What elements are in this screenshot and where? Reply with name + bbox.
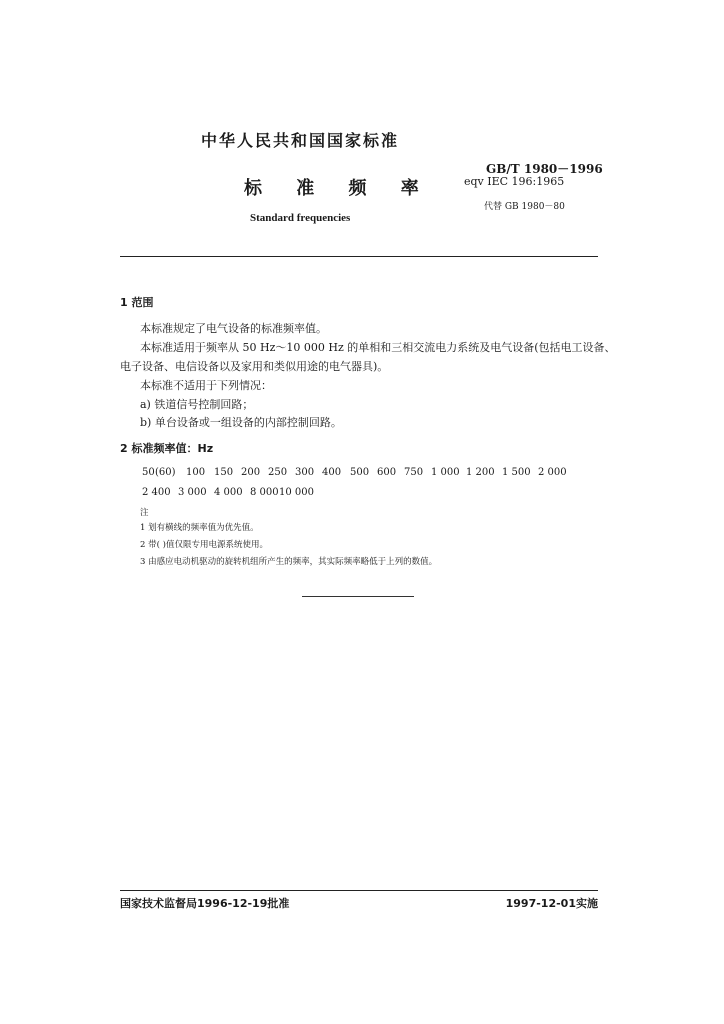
- english-title: Standard frequencies: [250, 212, 351, 224]
- frequency-value: 2 400: [142, 487, 171, 498]
- replaced-standard: 代替 GB 1980－80: [484, 202, 565, 212]
- frequency-value: 10 000: [279, 487, 314, 498]
- frequency-value: 2 000: [538, 467, 567, 478]
- frequency-value: 300: [295, 467, 315, 478]
- issuing-authority: 中华人民共和国国家标准: [201, 131, 400, 150]
- section-1-para-2: 本标准适用于频率从 50 Hz～10 000 Hz 的单相和三相交流电力系统及电气设备(包括电工设备、: [140, 341, 616, 354]
- implementation-date: 1997-12-01实施: [505, 897, 598, 910]
- frequency-value: 500: [350, 467, 370, 478]
- note-item: 1 划有横线的频率值为优先值。: [140, 523, 259, 533]
- list-item-b: b) 单台设备或一组设备的内部控制回路。: [140, 416, 342, 429]
- list-item-a: a) 铁道信号控制回路；: [140, 398, 254, 411]
- frequency-value: 1 000: [431, 467, 460, 478]
- equivalent-standard: eqv IEC 196:1965: [464, 175, 565, 188]
- footer-divider: [120, 890, 598, 891]
- page-title: 标 准 频 率: [244, 178, 433, 199]
- frequency-value: 1 500: [502, 467, 531, 478]
- note-item: 3 由感应电动机驱动的旋转机组所产生的频率，其实际频率略低于上列的数值。: [140, 557, 438, 567]
- note-item: 2 带( )值仅限专用电源系统使用。: [140, 540, 268, 550]
- frequency-value: 100: [186, 467, 206, 478]
- frequency-value: 1 200: [466, 467, 495, 478]
- frequency-value: 750: [404, 467, 424, 478]
- section-1-para-1: 本标准规定了电气设备的标准频率值。: [140, 322, 327, 335]
- standard-number: GB/T 1980－1996: [486, 162, 603, 176]
- header-divider: [120, 256, 598, 257]
- note-label: 注: [140, 508, 149, 518]
- frequency-value: 150: [214, 467, 234, 478]
- frequency-value: 600: [377, 467, 397, 478]
- section-1-para-2-cont: 电子设备、电信设备以及家用和类似用途的电气器具)。: [120, 360, 389, 373]
- frequency-value: (60): [155, 467, 176, 478]
- section-1-heading: 1 范围: [120, 296, 154, 309]
- section-1-para-3: 本标准不适用于下列情况：: [140, 379, 272, 392]
- frequency-value: 250: [268, 467, 288, 478]
- frequency-value: 400: [322, 467, 342, 478]
- frequency-value: 4 000: [214, 487, 243, 498]
- frequency-value: 3 000: [178, 487, 207, 498]
- section-2-heading: 2 标准频率值：Hz: [120, 442, 214, 455]
- frequency-value: 8 000: [250, 487, 279, 498]
- end-of-text-rule: [302, 596, 414, 597]
- frequency-value: 50: [142, 467, 155, 478]
- approval-date: 国家技术监督局1996-12-19批准: [120, 897, 290, 910]
- frequency-value: 200: [241, 467, 261, 478]
